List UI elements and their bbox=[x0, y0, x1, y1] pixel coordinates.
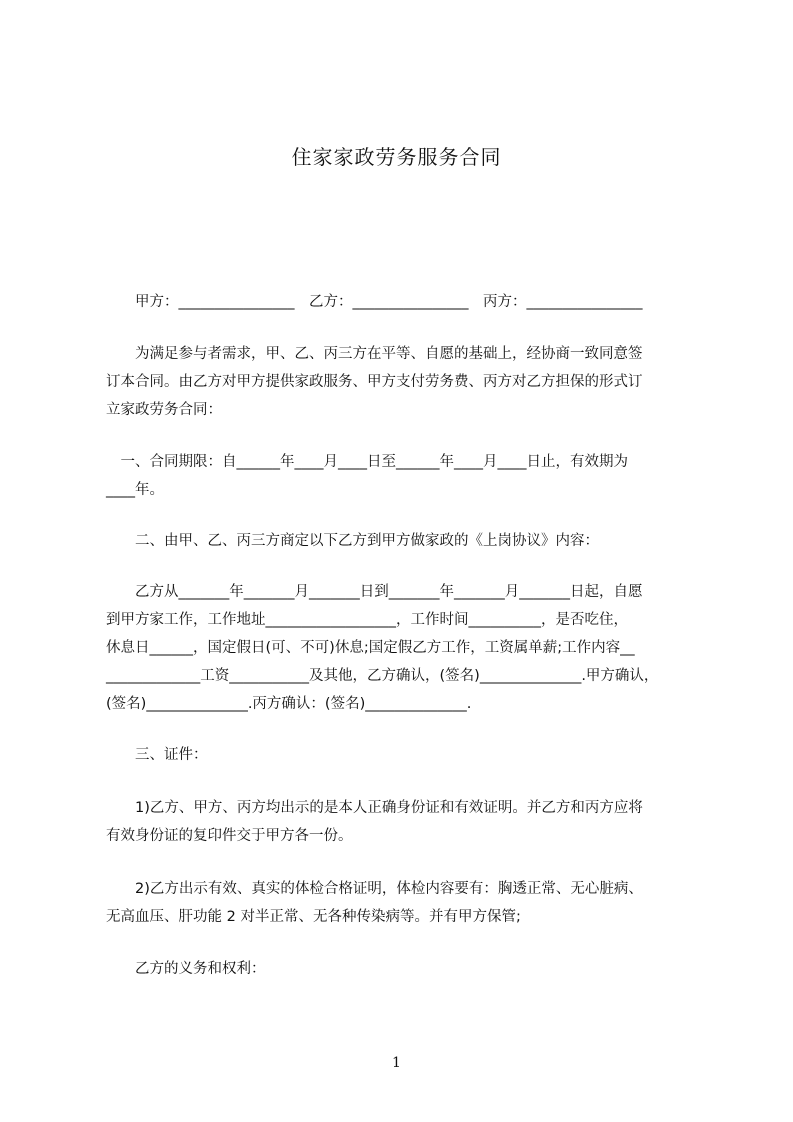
paragraph-line: (签名)______________.丙方确认：(签名)______________. bbox=[106, 696, 472, 712]
paragraph-line: 1)乙方、甲方、丙方均出示的是本人正确身份证和有效证明。并乙方和丙方应将 bbox=[106, 800, 643, 816]
paragraph-line: _____________工资___________及其他，乙方确认，(签名)______________.甲方确认， bbox=[106, 668, 659, 684]
paragraph-line: 立家政劳务合同： bbox=[106, 402, 222, 418]
documents-item-2 bbox=[106, 875, 700, 931]
documents-item-1 bbox=[106, 794, 700, 850]
section-agreement-heading bbox=[106, 527, 700, 555]
paragraph-line: 无高血压、肝功能 2 对半正常、无各种传染病等。并有甲方保管; bbox=[106, 909, 521, 925]
paragraph-line: 到甲方家工作，工作地址__________________，工作时间__________，是否吃住， bbox=[106, 612, 628, 628]
paragraph-line: 乙方的义务和权利： bbox=[106, 961, 266, 977]
section-term-paragraph bbox=[106, 448, 700, 504]
page-number: 1 bbox=[392, 1055, 401, 1071]
paragraph-line: 一、合同期限：自______年____月____日至______年____月____日止，有效期为 bbox=[106, 454, 628, 470]
obligations-heading bbox=[106, 955, 700, 983]
paragraph-line: 有效身份证的复印件交于甲方各一份。 bbox=[106, 828, 353, 844]
document-title: 住家家政劳务服务合同 bbox=[291, 145, 502, 169]
intro-paragraph bbox=[106, 340, 700, 424]
agreement-content-paragraph bbox=[106, 578, 700, 718]
paragraph-line: 甲方：________________ 乙方：________________ 丙方：________________ bbox=[106, 294, 643, 310]
paragraph-line: 休息日______，国定假日(可、不可)休息;国定假乙方工作，工资属单薪;工作内容__ bbox=[106, 640, 635, 656]
parties-paragraph bbox=[106, 288, 700, 316]
paragraph-line: 二、由甲、乙、丙三方商定以下乙方到甲方做家政的《上岗协议》内容： bbox=[106, 533, 599, 549]
paragraph-line: 为满足参与者需求，甲、乙、丙三方在平等、自愿的基础上，经协商一致同意签 bbox=[106, 346, 643, 362]
paragraph-line: 订本合同。由乙方对甲方提供家政服务、甲方支付劳务费、丙方对乙方担保的形式订 bbox=[106, 374, 643, 390]
paragraph-line: 2)乙方出示有效、真实的体检合格证明，体检内容要有：胸透正常、无心脏病、 bbox=[106, 881, 643, 897]
paragraph-line: 三、证件： bbox=[106, 747, 208, 763]
paragraph-line: 乙方从_______年_______月_______日到_______年_______月_______日起，自愿 bbox=[106, 584, 643, 600]
section-documents-heading bbox=[106, 741, 700, 769]
paragraph-line: ____年。 bbox=[106, 482, 164, 498]
